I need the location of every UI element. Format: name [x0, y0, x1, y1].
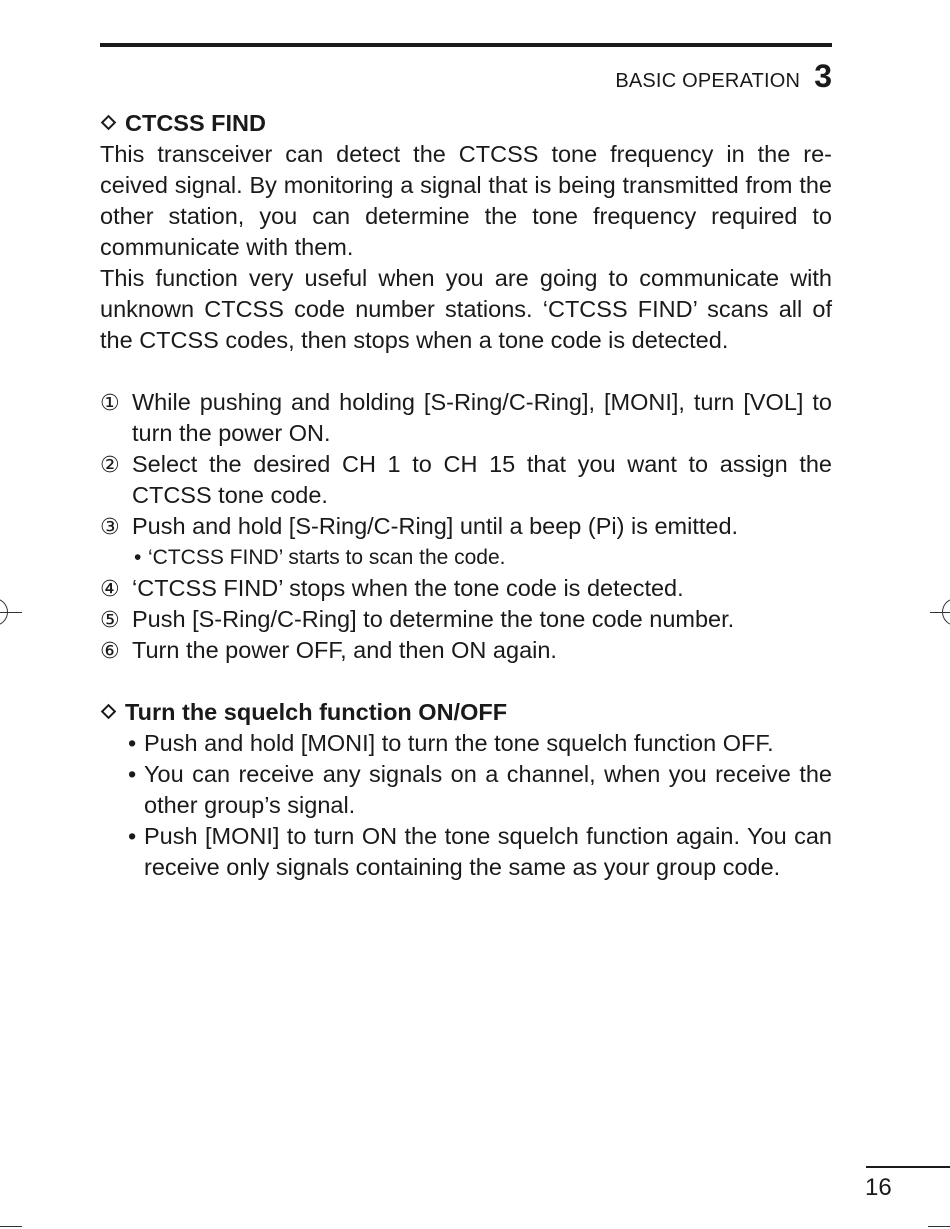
right-registration-circle — [942, 598, 950, 626]
ctcss-find-heading — [100, 108, 832, 139]
bottom-left-crop-mark — [0, 1226, 22, 1227]
step-text: Push and hold [S-Ring/C-Ring] until a beep (Pi) is emitted. — [132, 513, 739, 539]
bullet-icon: • — [128, 761, 137, 787]
footer-rule — [866, 1166, 950, 1168]
step-3-note-text: ‘CTCSS FIND’ starts to scan the code. — [148, 546, 506, 569]
bullet-icon: • — [134, 546, 142, 569]
step-2 — [100, 449, 832, 511]
step-text: While pushing and holding [S-Ring/C-Ring], [MONI], turn [VOL] to turn the power ON. — [132, 389, 832, 446]
chapter-title: BASIC OPERATION — [615, 70, 801, 92]
page-number: 16 — [865, 1174, 892, 1201]
step-3 — [100, 511, 832, 542]
step-text: Select the desired CH 1 to CH 15 that you want to assign the CTCSS tone code. — [132, 451, 832, 508]
ctcss-find-paragraph-1: This transceiver can detect the CTCSS tone frequency in the re-ceived signal. By monitoring a signal that is being transmitted from the other station, you can determine the tone frequency required to communicate with them. — [100, 141, 832, 260]
ctcss-find-paragraph-2: This function very useful when you are going to communicate with unknown CTCSS code number stations. ‘CTCSS FIND’ scans all of the CTCSS codes, then stops when a tone code is detected. — [100, 265, 832, 353]
step-text: ‘CTCSS FIND’ stops when the tone code is detected. — [132, 575, 684, 601]
squelch-heading-text: Turn the squelch function ON/OFF — [125, 699, 508, 725]
step-6 — [100, 635, 832, 666]
step-number: ③ — [100, 514, 120, 539]
header-rule — [100, 43, 832, 47]
diamond-icon — [101, 115, 117, 131]
step-3-note — [100, 542, 832, 573]
step-number: ⑤ — [100, 607, 120, 632]
step-number: ① — [100, 390, 120, 415]
bullet-text: Push [MONI] to turn ON the tone squelch function again. You can receive only signals containing the same as your group code. — [144, 823, 832, 880]
step-4 — [100, 573, 832, 604]
squelch-bullet-3 — [100, 821, 832, 883]
left-registration-circle — [0, 598, 8, 626]
bullet-icon: • — [128, 823, 137, 849]
step-number: ⑥ — [100, 638, 120, 663]
chapter-header — [615, 58, 832, 95]
page-content — [100, 108, 832, 883]
step-number: ② — [100, 452, 120, 477]
bullet-icon: • — [128, 730, 137, 756]
squelch-bullet-2 — [100, 759, 832, 821]
chapter-number: 3 — [814, 58, 832, 94]
squelch-heading — [100, 697, 832, 728]
bullet-text: You can receive any signals on a channel, when you receive the other group’s signal. — [144, 761, 832, 818]
step-text: Push [S-Ring/C-Ring] to determine the tone code number. — [132, 606, 735, 632]
bullet-text: Push and hold [MONI] to turn the tone squelch function OFF. — [144, 730, 774, 756]
squelch-bullet-1 — [100, 728, 832, 759]
step-5 — [100, 604, 832, 635]
step-text: Turn the power OFF, and then ON again. — [132, 637, 557, 663]
ctcss-find-heading-text: CTCSS FIND — [125, 110, 266, 136]
step-1 — [100, 387, 832, 449]
step-number: ④ — [100, 576, 120, 601]
bottom-right-crop-mark — [928, 1226, 950, 1227]
diamond-icon — [101, 704, 117, 720]
